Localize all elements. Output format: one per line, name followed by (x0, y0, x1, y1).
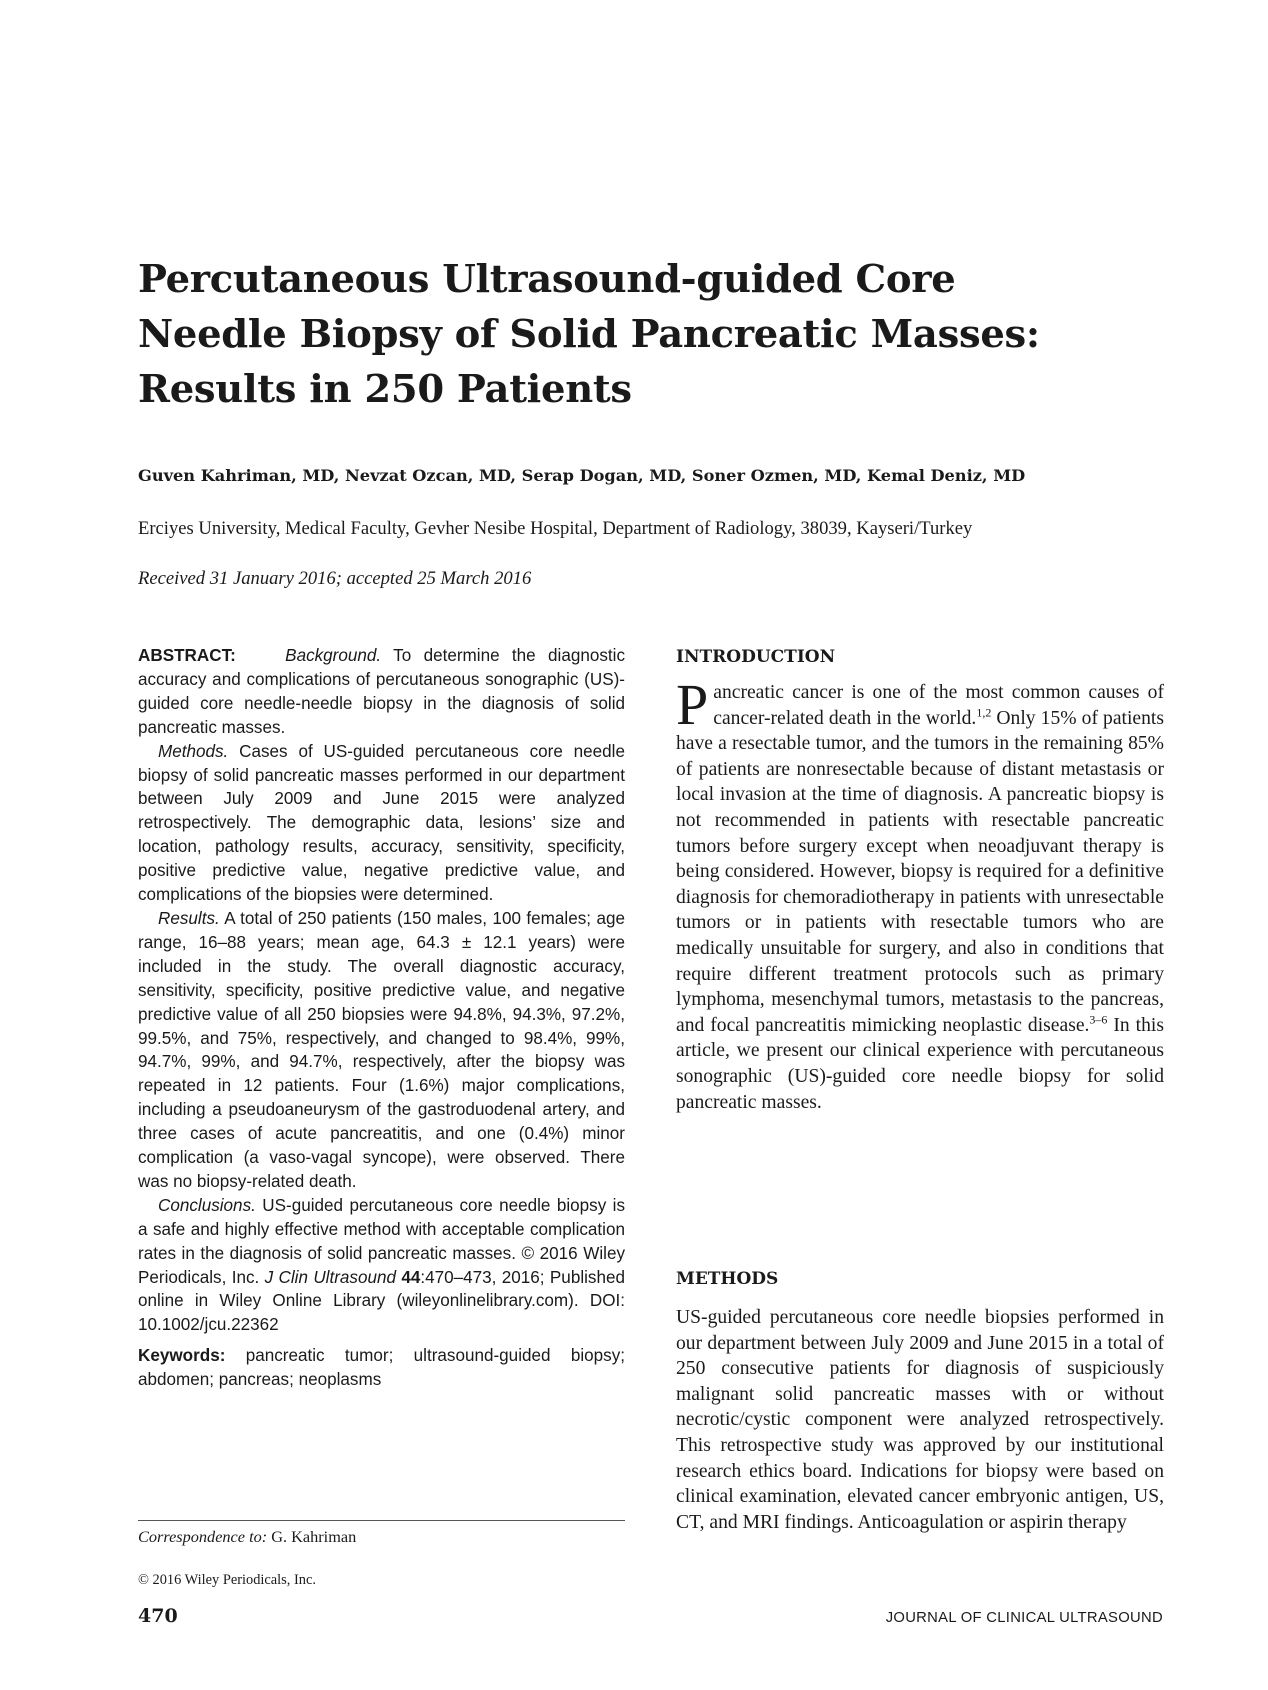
title-line-2: Needle Biopsy of Solid Pancreatic Masses: (138, 312, 1040, 357)
introduction-section (676, 645, 1164, 1115)
copyright: © 2016 Wiley Periodicals, Inc. (138, 1572, 316, 1588)
abstract-background (138, 644, 625, 740)
results-text: A total of 250 patients (150 males, 100 females; age range, 16–88 years; mean age, 64.3 ± 12.1 years) were included in the study. The overall diagnostic accuracy, sensitivity, specificity, positive predictive value, and negative predictive value of all 250 biopsies were 94.8%, 94.3%, 97.2%, 99.5%, and 75%, respectively, and changed to 98.4%, 99%, 94.7%, 99%, and 94.7%, respectively, after the biopsy was repeated in 12 patients. Four (1.6%) major complications, including a pseudoaneurysm of the gastroduodenal artery, and three cases of acute pancreatitis, and one (0.4%) minor complication (a vaso-vagal syncope), were observed. There was no biopsy-related death. (138, 908, 625, 1191)
abstract (138, 644, 625, 1392)
abstract-methods (138, 740, 625, 907)
methods-text: US-guided percutaneous core needle biopsies performed in our department between July 2009 and June 2015 in a total of 250 consecutive patients for diagnosis of suspiciously malignant solid pancreatic masses with or without necrotic/cystic component were analyzed retrospectively. This retrospective study was approved by our institutional research ethics board. Indications for biopsy were based on clinical examination, elevated cancer embryonic antigen, US, CT, and MRI findings. Anticoagulation or aspirin therapy (676, 1307, 1164, 1533)
keywords-label: Keywords: (138, 1346, 226, 1366)
correspondence (138, 1527, 356, 1547)
intro-text-3: In this article, we present our clinical experience with percutaneous sonographic (US)-guided core needle biopsy for solid pancreatic masses. (676, 1014, 1164, 1113)
keywords-text: pancreatic tumor; ultrasound-guided biopsy; abdomen; pancreas; neoplasms (138, 1346, 625, 1390)
conclusions-text: US-guided percutaneous core needle biopsy is a safe and highly effective method with acceptable complication rates in the diagnosis of solid pancreatic masses. © 2016 Wiley Periodicals, Inc. (138, 1195, 625, 1287)
affiliation: Erciyes University, Medical Faculty, Gevher Nesibe Hospital, Department of Radiology, 38039, Kayseri/Turkey (138, 518, 973, 539)
journal-abbrev: J Clin Ultrasound (264, 1267, 396, 1287)
keywords (138, 1344, 625, 1392)
page-number: 470 (138, 1605, 178, 1627)
citation-rest: :470–473, 2016; Published online in Wiley Online Library (wileyonlinelibrary.com). DOI: 10.1002/jcu.22362 (138, 1267, 625, 1335)
correspondence-name: G. Kahriman (267, 1527, 357, 1546)
methods-text: Cases of US-guided percutaneous core needle biopsy of solid pancreatic masses performed in our department between July 2009 and June 2015 were analyzed retrospectively. The demographic data, lesions’ size and location, pathology results, accuracy, sensitivity, specificity, positive predictive value, negative predictive value, and complications of the biopsies were determined. (138, 741, 625, 905)
background-text: To determine the diagnostic accuracy and complications of percutaneous sonographic (US)-guided core needle-needle biopsy in the diagnosis of solid pancreatic masses. (138, 646, 625, 737)
background-label: Background. (285, 646, 382, 665)
methods-section (676, 1267, 1164, 1535)
correspondence-label: Correspondence to: (138, 1527, 268, 1546)
abstract-label: ABSTRACT: (138, 646, 236, 665)
citation-1: 1,2 (976, 705, 992, 720)
received-dates: Received 31 January 2016; accepted 25 March 2016 (138, 568, 532, 589)
introduction-heading: INTRODUCTION (676, 647, 836, 667)
author-list: Guven Kahriman, MD, Nevzat Ozcan, MD, Serap Dogan, MD, Soner Ozmen, MD, Kemal Deniz, MD (138, 466, 1026, 485)
journal-name: JOURNAL OF CLINICAL ULTRASOUND (885, 1610, 1163, 1626)
body-column (676, 645, 1164, 1533)
title-line-1: Percutaneous Ultrasound-guided Core (138, 257, 956, 302)
article-title (138, 252, 1138, 417)
intro-text-1: ancreatic cancer is one of the most common causes of cancer-related death in the world. (713, 682, 1164, 729)
title-line-3: Results in 250 Patients (138, 367, 632, 412)
conclusions-label: Conclusions. (158, 1195, 256, 1215)
methods-heading: METHODS (676, 1269, 779, 1289)
volume: 44 (401, 1267, 421, 1287)
intro-text-2: Only 15% of patients have a resectable tumor, and the tumors in the remaining 85% of patients are nonresectable because of distant metastasis or local invasion at the time of diagnosis. A pancreatic biopsy is not recommended in patients with resectable pancreatic tumors before surgery except when neoadjuvant therapy is being considered. However, biopsy is required for a definitive diagnosis for chemoradiotherapy in patients with unresectable tumors or in patients with resectable tumors who are medically unsuitable for surgery, and also in conditions that require different treatment protocols such as primary lymphoma, mesenchymal tumors, metastasis to the pancreas, and focal pancreatitis mimicking neoplastic disease. (676, 707, 1164, 1036)
introduction-text (676, 672, 1164, 1115)
abstract-conclusions (138, 1194, 625, 1337)
drop-cap: P (676, 672, 709, 737)
citation-2: 3–6 (1089, 1012, 1108, 1027)
results-label: Results. (158, 908, 220, 928)
methods-label: Methods. (158, 741, 229, 761)
footnote-divider (138, 1520, 625, 1521)
abstract-results (138, 907, 625, 1194)
